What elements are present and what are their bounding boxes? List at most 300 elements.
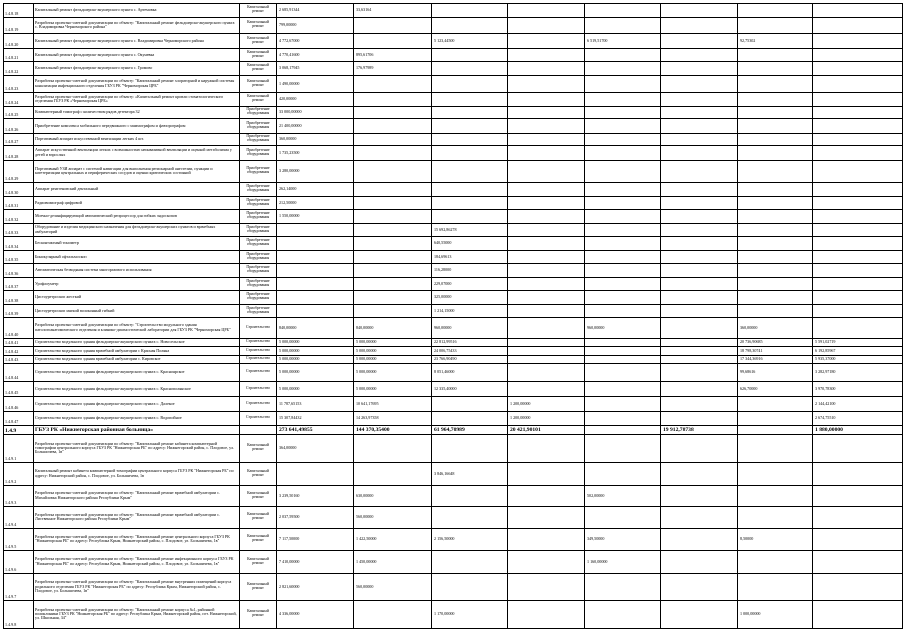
row-name: Строительство модульного здания фельдшерско-акушерского пункта с. Краснополянское	[34, 381, 240, 397]
row-col-8	[813, 160, 903, 183]
row-kind: Строительство	[240, 381, 277, 397]
row-code: 1.4.8.46	[4, 397, 34, 412]
row-col-5	[585, 338, 661, 347]
row-col-5: 6 519,51700	[585, 34, 661, 49]
row-col-3: 640,55000	[432, 237, 508, 251]
row-col-8	[813, 17, 903, 34]
row-col-1	[277, 237, 354, 251]
table-row	[4, 463, 903, 486]
row-col-6	[661, 381, 738, 397]
row-col-3: 23 766,90490	[432, 355, 508, 364]
row-kind: Приобретение оборудования	[240, 119, 277, 134]
row-col-8	[813, 119, 903, 134]
row-col-7	[738, 4, 813, 18]
row-col-3	[432, 196, 508, 210]
row-col-1: 4 772,67000	[277, 34, 354, 49]
row-col-1	[277, 250, 354, 264]
table-row	[4, 347, 903, 356]
row-col-7	[738, 106, 813, 119]
row-col-6	[661, 237, 738, 251]
row-col-2: 10 641,17695	[354, 397, 432, 412]
row-col-7	[738, 291, 813, 305]
row-kind: Капитальный ремонт	[240, 17, 277, 34]
row-col-8	[813, 291, 903, 305]
row-col-8: 1 880,00000	[813, 426, 903, 435]
row-code: 1.4.8.32	[4, 210, 34, 224]
row-col-6	[661, 573, 738, 601]
row-kind: Приобретение оборудования	[240, 277, 277, 291]
row-col-1: 262,14000	[277, 183, 354, 197]
row-col-4	[508, 75, 585, 93]
row-col-8	[813, 210, 903, 224]
row-col-5	[585, 133, 661, 146]
row-col-5	[585, 411, 661, 426]
row-col-6	[661, 291, 738, 305]
row-col-2: 5 000,00000	[354, 381, 432, 397]
row-col-6	[661, 17, 738, 34]
row-col-5: 960,00000	[585, 318, 661, 339]
table-row	[4, 411, 903, 426]
row-col-1: 2 037,59500	[277, 507, 354, 529]
row-col-3	[432, 62, 508, 76]
row-name: Разработка проектно-сметной документации по объекту: "Капитальный ремонт внутренних помещений корпуса родильного отделения ГБУЗ РК "Нижнегорская РБ" по адресу: Республика Крым, Нижнегорский район, с. Плодовое, ул. Большичева, 1в"	[34, 573, 240, 601]
row-col-7	[738, 196, 813, 210]
row-col-6	[661, 364, 738, 382]
row-col-1: 4 770,41600	[277, 48, 354, 62]
row-col-3	[432, 93, 508, 107]
row-code: 1.4.8.43	[4, 355, 34, 364]
row-col-8	[813, 463, 903, 486]
row-col-2	[354, 304, 432, 318]
table-row	[4, 434, 903, 463]
row-kind: Строительство	[240, 347, 277, 356]
row-code: 1.4.8.45	[4, 381, 34, 397]
row-col-5	[585, 4, 661, 18]
row-col-8	[813, 183, 903, 197]
row-col-8	[813, 62, 903, 76]
row-name: ГБУЗ РК «Нижнегорская районная больница»	[34, 426, 240, 435]
row-kind: Приобретение оборудования	[240, 183, 277, 197]
row-col-3: 229,07000	[432, 277, 508, 291]
row-name: Бесконтактный тонометр	[34, 237, 240, 251]
row-col-7	[738, 237, 813, 251]
row-col-1: 5 000,00000	[277, 381, 354, 397]
row-col-2: 895,61706	[354, 48, 432, 62]
row-name: Портативный аппарат искусственной вентиляции легких 4 шт.	[34, 133, 240, 146]
row-col-2	[354, 601, 432, 629]
row-col-6	[661, 528, 738, 551]
row-col-4	[508, 48, 585, 62]
row-col-1: 7 410,00000	[277, 551, 354, 574]
row-name: Моечно-дезинфицирующий автоматический репроцессор для гибких эндоскопов	[34, 210, 240, 224]
row-name: Капитальный ремонт фельдшерско-акушерского пункта с. Владимировка Черноморского района	[34, 34, 240, 49]
row-col-3: 184,69613	[432, 250, 508, 264]
row-col-3: 325,00000	[432, 291, 508, 305]
table-row	[4, 528, 903, 551]
row-col-2: 5 000,00000	[354, 338, 432, 347]
row-code: 1.4.9.2	[4, 463, 34, 486]
row-col-4	[508, 304, 585, 318]
table-row	[4, 34, 903, 49]
table-row	[4, 381, 903, 397]
table-row	[4, 397, 903, 412]
row-name: Цистоуретроскоп жесткий	[34, 291, 240, 305]
row-col-3	[432, 4, 508, 18]
row-kind: Приобретение оборудования	[240, 133, 277, 146]
row-col-2: 560,00000	[354, 507, 432, 529]
row-col-7: 360,00000	[738, 318, 813, 339]
row-col-4	[508, 106, 585, 119]
row-code: 1.4.8.31	[4, 196, 34, 210]
row-kind: Строительство	[240, 318, 277, 339]
row-col-6	[661, 160, 738, 183]
row-col-3	[432, 434, 508, 463]
row-col-4	[508, 551, 585, 574]
row-col-2	[354, 75, 432, 93]
row-code: 1.4.8.22	[4, 62, 34, 76]
row-col-4	[508, 223, 585, 237]
row-col-6	[661, 210, 738, 224]
table-row	[4, 48, 903, 62]
row-col-7	[738, 75, 813, 93]
row-col-5	[585, 434, 661, 463]
table-row	[4, 196, 903, 210]
row-col-2: 5 000,00000	[354, 364, 432, 382]
row-kind: Приобретение оборудования	[240, 196, 277, 210]
row-col-7	[738, 146, 813, 161]
row-col-2	[354, 133, 432, 146]
row-name: Разработка проектно-сметной документации по объекту: "Капитальный ремонт центрального корпуса ГБУЗ РК "Нижнегорская РБ" по адресу: Республика Крым, Нижнегорский район, с. Плодовое, ул. Большичева, 1в"	[34, 528, 240, 551]
row-col-1: 420,00000	[277, 93, 354, 107]
row-kind: Капитальный ремонт	[240, 573, 277, 601]
row-col-7: 8,50000	[738, 528, 813, 551]
row-col-1: 1 550,00000	[277, 210, 354, 224]
row-name: Аппарат искусственной вентиляции легких с возможностью неинвазивной вентиляции и оценкой метаболизма у детей и взрослых	[34, 146, 240, 161]
row-col-7	[738, 133, 813, 146]
row-col-8	[813, 237, 903, 251]
row-code: 1.4.8.27	[4, 133, 34, 146]
table-row	[4, 93, 903, 107]
row-col-7	[738, 304, 813, 318]
row-code: 1.4.9	[4, 426, 34, 435]
row-col-7	[738, 62, 813, 76]
row-col-1: 4 336,00000	[277, 601, 354, 629]
row-col-5	[585, 62, 661, 76]
row-code: 1.4.8.19	[4, 17, 34, 34]
row-col-3: 5 123,44500	[432, 34, 508, 49]
row-col-7	[738, 551, 813, 574]
row-kind: Капитальный ремонт	[240, 601, 277, 629]
row-col-5	[585, 364, 661, 382]
table-row	[4, 133, 903, 146]
row-col-6	[661, 119, 738, 134]
row-col-2: 176,97989	[354, 62, 432, 76]
row-col-5	[585, 183, 661, 197]
row-col-1: 5 000,00000	[277, 364, 354, 382]
row-col-3	[432, 48, 508, 62]
row-col-6	[661, 601, 738, 629]
row-name: Капитальный ремонт кабинета компьютерной томографии центрального корпуса ГБУЗ РК "Нижнегорская РБ" по адресу: Нижнегорский район, с. Плодовое, ул. Большичева, 1в	[34, 463, 240, 486]
row-col-6	[661, 277, 738, 291]
row-col-5	[585, 397, 661, 412]
row-col-4	[508, 4, 585, 18]
row-col-7	[738, 507, 813, 529]
row-col-2	[354, 183, 432, 197]
row-col-6	[661, 62, 738, 76]
row-col-4	[508, 318, 585, 339]
row-code: 1.4.8.38	[4, 291, 34, 305]
row-code: 1.4.8.30	[4, 183, 34, 197]
row-col-6	[661, 347, 738, 356]
budget-table-sheet	[3, 3, 902, 629]
row-col-4: 1 200,00000	[508, 411, 585, 426]
row-kind	[240, 426, 277, 435]
row-col-3	[432, 119, 508, 134]
table-row	[4, 4, 903, 18]
table-summary-row	[4, 426, 903, 435]
row-code: 1.4.9.7	[4, 573, 34, 601]
row-col-5	[585, 426, 661, 435]
row-col-6	[661, 34, 738, 49]
row-col-8	[813, 75, 903, 93]
row-col-8: 6 192,85967	[813, 347, 903, 356]
row-name: Строительство модульного здания врачебной амбулатории с. Кировское	[34, 355, 240, 364]
row-kind: Капитальный ремонт	[240, 485, 277, 507]
row-col-8: 2 144,42100	[813, 397, 903, 412]
row-name: Автоматическая безводяная система многоразового использования	[34, 264, 240, 278]
row-col-2	[354, 93, 432, 107]
row-code: 1.4.9.6	[4, 551, 34, 574]
row-col-5	[585, 601, 661, 629]
row-kind: Строительство	[240, 397, 277, 412]
row-col-2	[354, 210, 432, 224]
row-col-8: 3 970,78300	[813, 381, 903, 397]
row-col-2	[354, 277, 432, 291]
row-col-4	[508, 355, 585, 364]
row-col-8	[813, 434, 903, 463]
table-row	[4, 119, 903, 134]
row-kind: Капитальный ремонт	[240, 551, 277, 574]
row-col-4	[508, 133, 585, 146]
row-col-8: 5 591,02719	[813, 338, 903, 347]
row-col-2	[354, 17, 432, 34]
table-row	[4, 250, 903, 264]
row-col-1: 5 000,00000	[277, 338, 354, 347]
row-col-4	[508, 119, 585, 134]
row-col-4	[508, 62, 585, 76]
row-kind: Приобретение оборудования	[240, 146, 277, 161]
row-col-7	[738, 463, 813, 486]
row-col-6	[661, 434, 738, 463]
row-col-7	[738, 397, 813, 412]
row-col-4	[508, 93, 585, 107]
row-col-8	[813, 573, 903, 601]
row-col-8	[813, 196, 903, 210]
row-col-7	[738, 119, 813, 134]
row-col-3: 8 051,46000	[432, 364, 508, 382]
row-col-4	[508, 210, 585, 224]
row-code: 1.4.8.41	[4, 338, 34, 347]
row-col-1	[277, 277, 354, 291]
row-col-1: 1 490,00000	[277, 75, 354, 93]
row-col-7	[738, 573, 813, 601]
row-col-3: 1 214,15000	[432, 304, 508, 318]
row-col-2: 5 000,00000	[354, 347, 432, 356]
row-col-8	[813, 318, 903, 339]
row-col-5	[585, 347, 661, 356]
row-code: 1.4.8.26	[4, 119, 34, 134]
row-col-6	[661, 355, 738, 364]
row-col-8	[813, 601, 903, 629]
row-col-5	[585, 250, 661, 264]
row-col-8	[813, 250, 903, 264]
row-col-1: 3 239,50160	[277, 485, 354, 507]
row-name: Оборудование и изделия медицинского назначения для фельдшерско-акушерских пунктов и врачебных амбулаторий	[34, 223, 240, 237]
table-row	[4, 318, 903, 339]
row-col-8	[813, 106, 903, 119]
row-col-7	[738, 223, 813, 237]
row-kind: Строительство	[240, 364, 277, 382]
row-col-2: 144 370,35400	[354, 426, 432, 435]
row-col-1	[277, 223, 354, 237]
row-col-2	[354, 250, 432, 264]
row-col-6	[661, 397, 738, 412]
row-col-6	[661, 411, 738, 426]
row-code: 1.4.8.20	[4, 34, 34, 49]
row-name: Капитальный ремонт фельдшерско-акушерского пункта с. Громово	[34, 62, 240, 76]
row-code: 1.4.8.29	[4, 160, 34, 183]
row-name: Разработка проектно-сметной документации по объекту: "Капитальный ремонт корпуса №1, районной поликлиники ГБУЗ РК "Нижнегорская РБ" по адресу: Республика Крым, Нижнегорский район, пгт. Нижнегорский, ул. Школьная, 34"	[34, 601, 240, 629]
row-code: 1.4.8.37	[4, 277, 34, 291]
row-col-1	[277, 304, 354, 318]
row-code: 1.4.9.4	[4, 507, 34, 529]
table-row	[4, 573, 903, 601]
row-col-5: 349,50000	[585, 528, 661, 551]
row-kind: Строительство	[240, 355, 277, 364]
row-col-1: 212,50000	[277, 196, 354, 210]
row-col-8	[813, 146, 903, 161]
row-col-6	[661, 4, 738, 18]
row-name: Бинокулярный офтальмоскоп	[34, 250, 240, 264]
row-col-5	[585, 573, 661, 601]
row-col-6	[661, 196, 738, 210]
row-col-7	[738, 160, 813, 183]
row-col-4	[508, 291, 585, 305]
row-col-3	[432, 75, 508, 93]
table-row	[4, 146, 903, 161]
row-col-6	[661, 463, 738, 486]
row-code: 1.4.9.3	[4, 485, 34, 507]
row-col-1: 840,00000	[277, 318, 354, 339]
row-col-8	[813, 264, 903, 278]
row-col-6	[661, 485, 738, 507]
row-col-3	[432, 106, 508, 119]
row-kind: Приобретение оборудования	[240, 223, 277, 237]
row-col-3: 960,00000	[432, 318, 508, 339]
row-col-8	[813, 304, 903, 318]
row-col-6	[661, 250, 738, 264]
row-col-7	[738, 426, 813, 435]
row-col-8	[813, 551, 903, 574]
row-code: 1.4.8.28	[4, 146, 34, 161]
row-col-2: 5 000,00000	[354, 355, 432, 364]
row-code: 1.4.8.23	[4, 75, 34, 93]
row-col-7	[738, 264, 813, 278]
row-col-6	[661, 338, 738, 347]
row-col-3: 22 812,99516	[432, 338, 508, 347]
row-col-7: 17 344,36916	[738, 355, 813, 364]
row-col-4	[508, 573, 585, 601]
row-col-8	[813, 93, 903, 107]
table-row	[4, 75, 903, 93]
row-col-3	[432, 183, 508, 197]
row-col-7: 1 000,00000	[738, 601, 813, 629]
row-col-6: 19 912,78738	[661, 426, 738, 435]
table-row	[4, 507, 903, 529]
row-col-8	[813, 223, 903, 237]
row-col-2: 33,63164	[354, 4, 432, 18]
row-kind: Капитальный ремонт	[240, 463, 277, 486]
row-name: Разработка проектно-сметной документации по объекту: "Капитальный ремонт кабинета компьютерной томографии центрального корпуса ГБУЗ РК "Нижнегорская РБ" по адресу: Нижнегорский район, с. Плодовое, ул. Большичева, 1в"	[34, 434, 240, 463]
row-col-1: 3 068,17945	[277, 62, 354, 76]
row-code: 1.4.8.40	[4, 318, 34, 339]
row-col-7	[738, 93, 813, 107]
row-code: 1.4.8.42	[4, 347, 34, 356]
table-row	[4, 106, 903, 119]
row-col-5	[585, 119, 661, 134]
row-col-4	[508, 338, 585, 347]
row-col-5	[585, 223, 661, 237]
row-col-1: 5 000,00000	[277, 355, 354, 364]
row-name: Строительство модульного здания врачебной амбулатории с Красная Поляна	[34, 347, 240, 356]
row-col-5	[585, 146, 661, 161]
row-col-3	[432, 160, 508, 183]
table-row	[4, 304, 903, 318]
row-col-8	[813, 507, 903, 529]
row-col-5: 502,00000	[585, 485, 661, 507]
row-col-6	[661, 183, 738, 197]
row-col-8: 3 282,97180	[813, 364, 903, 382]
row-col-1	[277, 264, 354, 278]
row-col-5	[585, 160, 661, 183]
row-col-7	[738, 411, 813, 426]
row-col-3	[432, 210, 508, 224]
row-col-6	[661, 551, 738, 574]
row-kind: Строительство	[240, 411, 277, 426]
row-col-7: 20 736,90685	[738, 338, 813, 347]
row-name: Строительство модульного здания фельдшерско-акушерского пункта с. Далекое	[34, 397, 240, 412]
row-kind: Приобретение оборудования	[240, 237, 277, 251]
row-name: Портативный УЗИ аппарат с системой навигации для выполнения регионарной анестезии, пункции и катетеризации центральных и периферических сосудов и оценки критических состояний	[34, 160, 240, 183]
row-col-1: 11 787,65153	[277, 397, 354, 412]
row-col-4	[508, 183, 585, 197]
row-col-3	[432, 573, 508, 601]
row-col-3: 2 156,50000	[432, 528, 508, 551]
row-name: Приобретение комплекса мобильного передвижного с маммографом и флюорографом	[34, 119, 240, 134]
row-col-1: 2 821,60000	[277, 573, 354, 601]
row-col-7	[738, 434, 813, 463]
row-col-3: 12 335,40000	[432, 381, 508, 397]
row-kind: Капитальный ремонт	[240, 34, 277, 49]
row-col-5	[585, 355, 661, 364]
row-col-3	[432, 17, 508, 34]
table-row	[4, 223, 903, 237]
row-col-8	[813, 485, 903, 507]
row-col-5	[585, 93, 661, 107]
row-kind: Приобретение оборудования	[240, 106, 277, 119]
row-col-3	[432, 507, 508, 529]
row-col-8: 2 674,75510	[813, 411, 903, 426]
